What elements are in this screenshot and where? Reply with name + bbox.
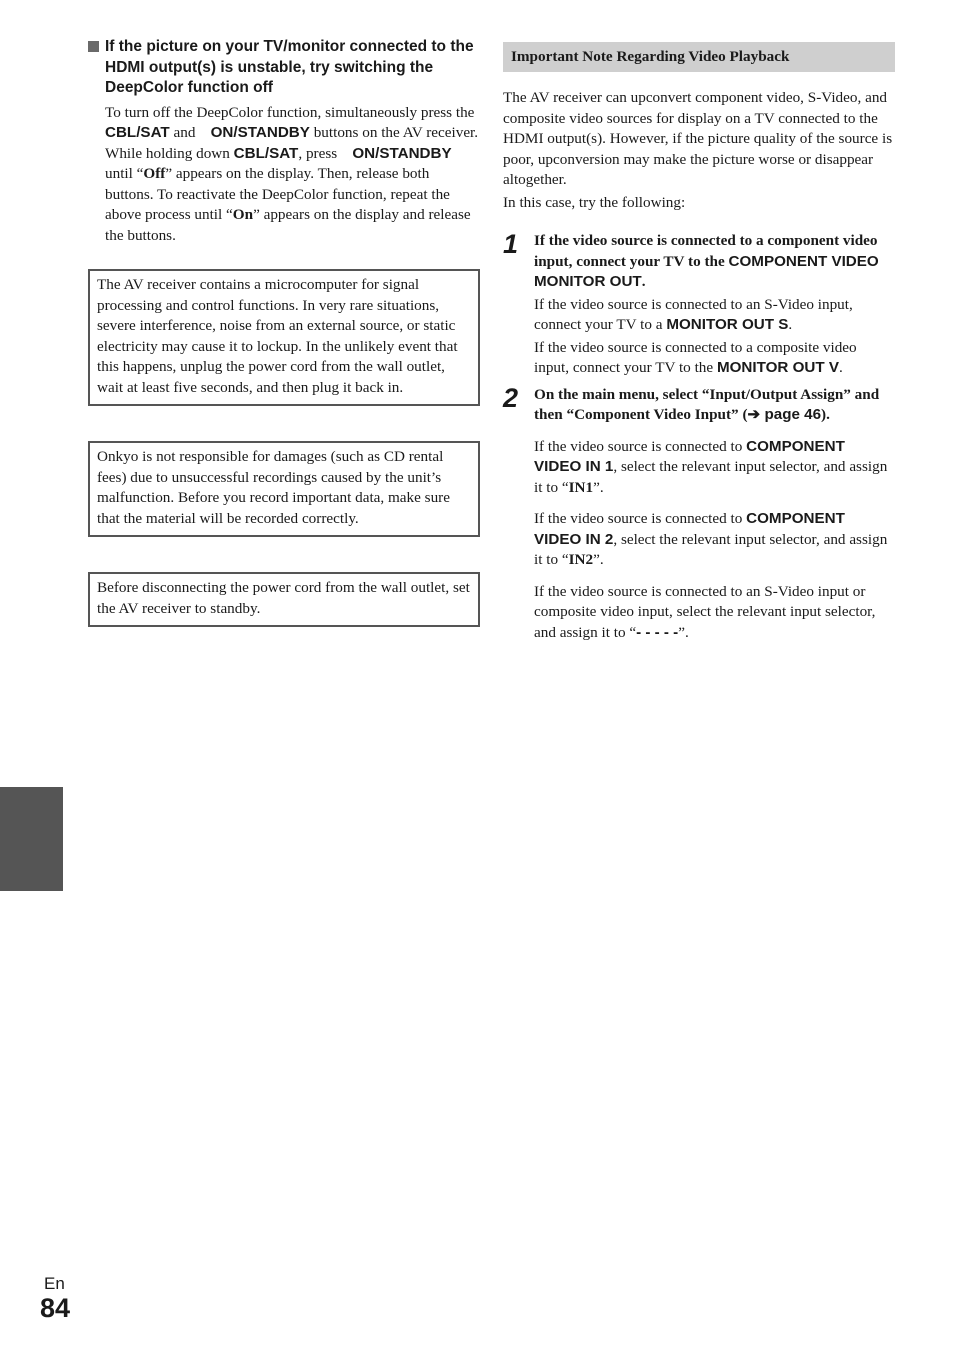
standby-note-box: Before disconnecting the power cord from the wall outlet, set the AV receiver to standby. bbox=[88, 572, 480, 627]
left-column bbox=[88, 37, 480, 246]
key-monitor-out-v: MONITOR OUT V bbox=[716, 359, 840, 376]
step-paragraph: If the video source is connected to COMPONENT VIDEO IN 1, select the relevant input selector, and assign it to “IN1”. bbox=[534, 437, 888, 496]
page-number: 84 bbox=[40, 1293, 71, 1323]
intro-followup: In this case, try the following: bbox=[503, 193, 686, 211]
step-paragraph: If the video source is connected to an S-Video input, connect your TV to a MONITOR OUT S. bbox=[534, 295, 853, 333]
step-paragraph: If the video source is connected to an S-Video input or composite video input, select the relevant input selector, and assign it to “- - - - -”. bbox=[534, 582, 876, 641]
key-monitor-out-s: MONITOR OUT S bbox=[666, 316, 789, 333]
value-in1: IN1 bbox=[568, 478, 594, 496]
key-component-video-monitor-out: COMPONENT VIDEO MONITOR OUT bbox=[534, 252, 879, 290]
step-number: 1 bbox=[503, 229, 519, 259]
key-component-video-in-2: COMPONENT VIDEO IN 2 bbox=[534, 510, 845, 548]
right-column bbox=[503, 42, 895, 643]
liability-note-box: Onkyo is not responsible for damages (such as CD rental fees) due to unsuccessful recordings caused by the unit’s malfunction. Before you record important data, make sure that the material will be recorded correctly. bbox=[88, 441, 480, 537]
deepcolor-heading: If the picture on your TV/monitor connected to the HDMI output(s) is unstable, try switching the DeepColor function off bbox=[88, 37, 480, 99]
step-title: If the video source is connected to a component video input, connect your TV to the COMPONENT VIDEO MONITOR OUT. bbox=[534, 232, 879, 290]
step-paragraph: If the video source is connected to COMPONENT VIDEO IN 2, select the relevant input selector, and assign it to “IN2”. bbox=[534, 510, 888, 568]
step-1 bbox=[503, 231, 895, 379]
display-text-off: Off bbox=[143, 165, 166, 182]
display-text-on: On bbox=[232, 206, 254, 223]
key-on-standby: ON/STANDBY bbox=[210, 124, 310, 141]
key-on-standby: ON/STANDBY bbox=[352, 144, 452, 162]
step-title: On the main menu, select “Input/Output Assign” and then “Component Video Input” (➔ page 46). bbox=[534, 385, 880, 423]
section-side-tab bbox=[0, 787, 63, 891]
step-paragraph: If the video source is connected to a composite video input, connect your TV to the MONITOR OUT V. bbox=[534, 338, 857, 376]
note-title: Important Note Regarding Video Playback bbox=[503, 42, 895, 72]
page-reference: page 46 bbox=[760, 406, 822, 423]
step-2 bbox=[503, 382, 895, 644]
intro-paragraph: The AV receiver can upconvert component video, S-Video, and composite video sources for display on a TV connected to the HDMI output(s). However, if the picture quality of the source is poor, upconversion may make the picture worse or disappear altogether. bbox=[503, 89, 893, 188]
microcomputer-note-box: The AV receiver contains a microcomputer for signal processing and control functions. In very rare situations, severe interference, noise from an external source, or static electricity may cause it to lockup. In the unlikely event that this happens, unplug the power cord from the wall outlet, wait at least five seconds, and then plug it back in. bbox=[88, 269, 480, 406]
language-label: En bbox=[44, 1274, 65, 1293]
deepcolor-instructions: To turn off the DeepColor function, simultaneously press the CBL/SAT and ON/STANDBY buttons on the AV receiver. While holding down CBL/SAT, press ON/STANDBY until “Off” appears on the display. Then, release both buttons. To reactivate the DeepColor function, repeat the above process until “On” appears on the display and release the buttons. bbox=[105, 103, 479, 244]
key-component-video-in-1: COMPONENT VIDEO IN 1 bbox=[534, 437, 845, 475]
key-cbl-sat: CBL/SAT bbox=[233, 144, 299, 162]
key-cbl-sat: CBL/SAT bbox=[105, 124, 170, 141]
step-number: 2 bbox=[503, 382, 519, 413]
bullet-square-icon bbox=[88, 41, 99, 52]
arrow-right-icon: ➔ bbox=[747, 406, 761, 423]
value-dashes: - - - - - bbox=[636, 623, 679, 641]
value-in2: IN2 bbox=[568, 551, 594, 568]
